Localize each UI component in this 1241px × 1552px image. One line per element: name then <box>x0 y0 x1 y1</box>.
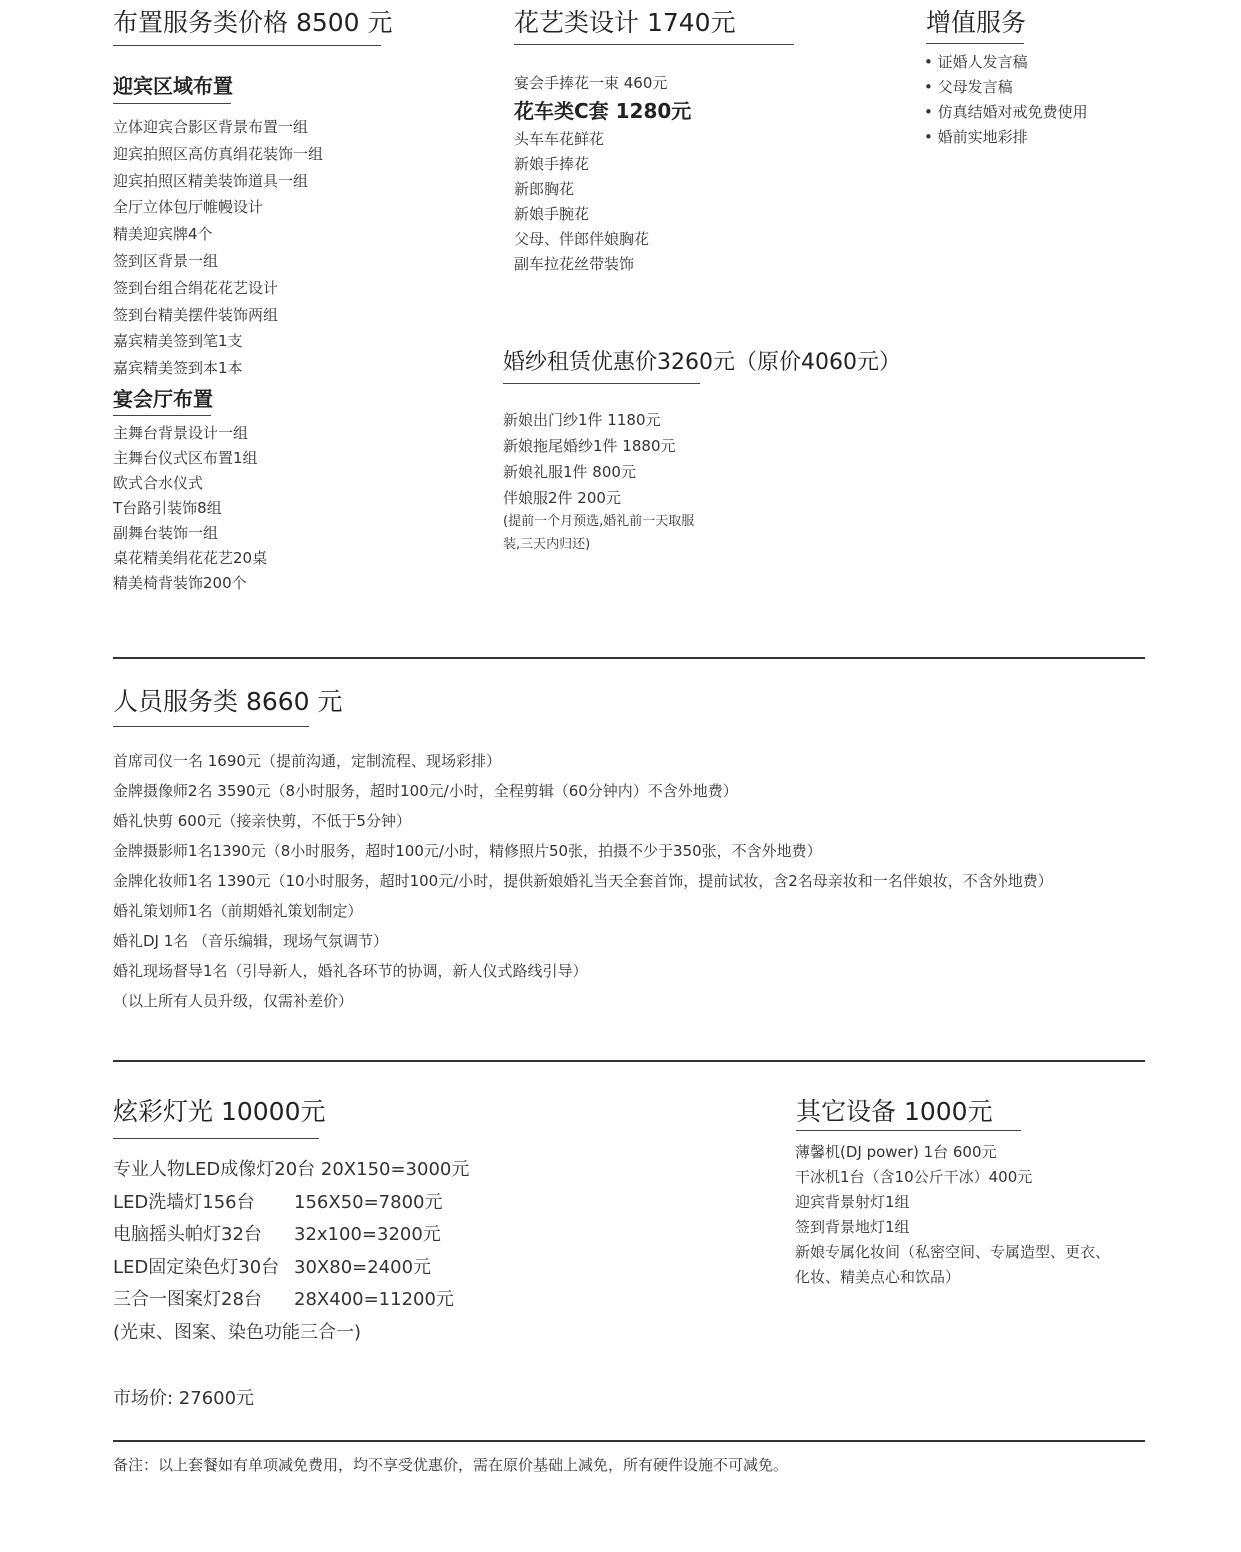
list-item: 主舞台背景设计一组 <box>113 424 249 442</box>
section-divider <box>113 1060 1145 1062</box>
list-item <box>113 1219 469 1252</box>
list-item-label: 婚前实地彩排 <box>937 128 1028 146</box>
list-item: 伴娘服2件 200元 <box>503 489 621 507</box>
dress-items-list <box>503 407 676 511</box>
list-item: 金牌摄像师2名 3590元（8小时服务，超时100元/小时，全程剪辑（60分钟内）不含外地费） <box>113 782 738 800</box>
list-item: 金牌化妆师1名 1390元（10小时服务，超时100元/小时，提供新娘婚礼当天全套首饰，提前试妆，含2名母亲妆和一名伴娘妆，不含外地费） <box>113 872 1053 890</box>
bullet-icon: • <box>924 53 938 71</box>
bullet-icon: • <box>924 78 938 96</box>
list-item: 干冰机1台（含10公斤干冰）400元 <box>795 1168 1033 1186</box>
list-item: 父母、伴郎伴娘胸花 <box>514 230 650 248</box>
dress-note-line-2: 装,三天内归还) <box>503 537 591 552</box>
banquet-items-list <box>113 421 267 596</box>
list-item: 精美迎宾牌4个 <box>113 225 213 244</box>
list-item: 新娘手捧花 <box>514 155 590 173</box>
list-item: 婚礼现场督导1名（引导新人，婚礼各环节的协调，新人仪式路线引导） <box>113 962 588 980</box>
lighting-item-name: LED固定染色灯30台 <box>113 1256 280 1278</box>
banquet-hall-title: 宴会厅布置 <box>113 387 213 411</box>
staff-section-title: 人员服务类 8660 元 <box>113 687 343 716</box>
list-item: 新郎胸花 <box>514 180 575 198</box>
list-item: 嘉宾精美签到本1本 <box>113 359 243 378</box>
value-added-title: 增值服务 <box>926 8 1027 37</box>
section-divider <box>113 657 1145 659</box>
list-item: 首席司仪一名 1690元（提前沟通，定制流程、现场彩排） <box>113 752 501 770</box>
list-item <box>924 125 1088 150</box>
list-item: 新娘专属化妆间（私密空间、专属造型、更衣、 <box>795 1243 1111 1261</box>
staff-note: （以上所有人员升级，仅需补差价） <box>113 992 354 1010</box>
flower-car-title: 花车类C套 1280元 <box>514 99 692 123</box>
bouquet-item: 宴会手捧花一束 460元 <box>514 74 668 92</box>
list-item: 副车拉花丝带装饰 <box>514 255 635 273</box>
list-item: 嘉宾精美签到笔1支 <box>113 332 243 351</box>
lighting-item-name: 三合一图案灯28台 <box>113 1289 262 1310</box>
list-item: 签到台精美摆件装饰两组 <box>113 305 279 324</box>
lighting-items-list <box>113 1154 469 1349</box>
list-item: 新娘礼服1件 800元 <box>503 463 636 481</box>
welcome-items-list <box>113 114 323 382</box>
list-item <box>924 100 1088 125</box>
banquet-title-underline <box>113 415 211 416</box>
value-added-underline <box>926 43 1024 44</box>
list-item: 签到台组合绢花花艺设计 <box>113 278 279 297</box>
list-item: 婚礼策划师1名（前期婚礼策划制定） <box>113 902 363 920</box>
list-item: 全厅立体包厅帷幔设计 <box>113 198 264 217</box>
other-title-underline <box>796 1130 1021 1131</box>
list-item: 婚礼DJ 1名 （音乐编辑，现场气氛调节） <box>113 932 389 950</box>
lighting-item-name: 电脑摇头帕灯32台 <box>113 1224 262 1245</box>
list-item <box>113 1284 469 1317</box>
list-item: 副舞台装饰一组 <box>113 524 219 542</box>
section-divider <box>113 1440 1145 1442</box>
other-items-list <box>795 1140 1110 1290</box>
list-item: 桌花精美绢花花艺20桌 <box>113 549 268 567</box>
list-item: 薄馨机(DJ power) 1台 600元 <box>795 1143 997 1161</box>
list-item: 化妆、精美点心和饮品） <box>795 1268 961 1286</box>
other-section-title: 其它设备 1000元 <box>796 1097 993 1126</box>
list-item: 新娘出门纱1件 1180元 <box>503 411 661 429</box>
welcome-title-underline <box>113 103 231 104</box>
lighting-item-calc: 32x100=3200元 <box>294 1224 441 1245</box>
list-item <box>113 1252 469 1285</box>
bullet-icon: • <box>924 103 938 121</box>
list-item: 迎宾背景射灯1组 <box>795 1193 910 1211</box>
list-item-label: 父母发言稿 <box>937 78 1013 96</box>
staff-items-list <box>113 746 1053 1016</box>
floral-section-title: 花艺类设计 1740元 <box>514 8 736 37</box>
staff-title-underline <box>113 726 309 727</box>
dress-title-underline <box>503 383 700 384</box>
welcome-area-title: 迎宾区域布置 <box>113 74 233 98</box>
market-price: 市场价: 27600元 <box>113 1388 255 1409</box>
list-item: 立体迎宾合影区背景布置一组 <box>113 118 309 136</box>
lighting-section-title: 炫彩灯光 10000元 <box>113 1097 326 1126</box>
list-item-label: 证婚人发言稿 <box>937 53 1028 71</box>
list-item: 签到区背景一组 <box>113 251 219 270</box>
layout-section-title: 布置服务类价格 8500 元 <box>113 8 393 37</box>
list-item: 签到背景地灯1组 <box>795 1218 910 1236</box>
value-added-items-list <box>924 50 1088 150</box>
lighting-item-name: LED洗墙灯156台 <box>113 1191 255 1213</box>
list-item: 新娘拖尾婚纱1件 1880元 <box>503 437 676 455</box>
list-item: 精美椅背装饰200个 <box>113 574 247 592</box>
flower-car-items-list <box>514 127 649 277</box>
list-item: 迎宾拍照区精美装饰道具一组 <box>113 171 309 190</box>
remark-text: 备注：以上套餐如有单项减免费用，均不享受优惠价，需在原价基础上减免，所有硬件设施不可减免。 <box>113 1456 789 1474</box>
list-item-label: 仿真结婚对戒免费使用 <box>937 103 1088 121</box>
list-item <box>924 50 1088 75</box>
list-item: 金牌摄影师1名1390元（8小时服务，超时100元/小时，精修照片50张，拍摄不少于350张，不含外地费） <box>113 842 822 860</box>
lighting-title-underline <box>113 1138 319 1139</box>
list-item: 迎宾拍照区高仿真绢花装饰一组 <box>113 144 324 163</box>
list-item: 专业人物LED成像灯20台 20X150=3000元 <box>113 1159 470 1180</box>
list-item: 新娘手腕花 <box>514 205 590 223</box>
lighting-item-calc: 28X400=11200元 <box>294 1289 454 1310</box>
dress-section-title: 婚纱租赁优惠价3260元（原价4060元） <box>503 350 901 375</box>
list-item <box>924 75 1088 100</box>
dress-note-line-1: (提前一个月预选,婚礼前一天取服 <box>503 514 695 529</box>
layout-title-underline <box>113 45 381 46</box>
bullet-icon: • <box>924 128 938 146</box>
list-item: 欧式合水仪式 <box>113 474 204 492</box>
lighting-item-calc: 156X50=7800元 <box>294 1191 443 1213</box>
list-item: T台路引装饰8组 <box>113 499 222 517</box>
lighting-note: (光束、图案、染色功能三合一) <box>113 1321 362 1343</box>
list-item: 主舞台仪式区布置1组 <box>113 449 258 467</box>
list-item: 婚礼快剪 600元（接亲快剪，不低于5分钟） <box>113 812 411 830</box>
lighting-item-calc: 30X80=2400元 <box>294 1256 432 1278</box>
floral-title-underline <box>514 44 794 45</box>
list-item: 头车车花鲜花 <box>514 130 605 148</box>
list-item <box>113 1187 469 1220</box>
